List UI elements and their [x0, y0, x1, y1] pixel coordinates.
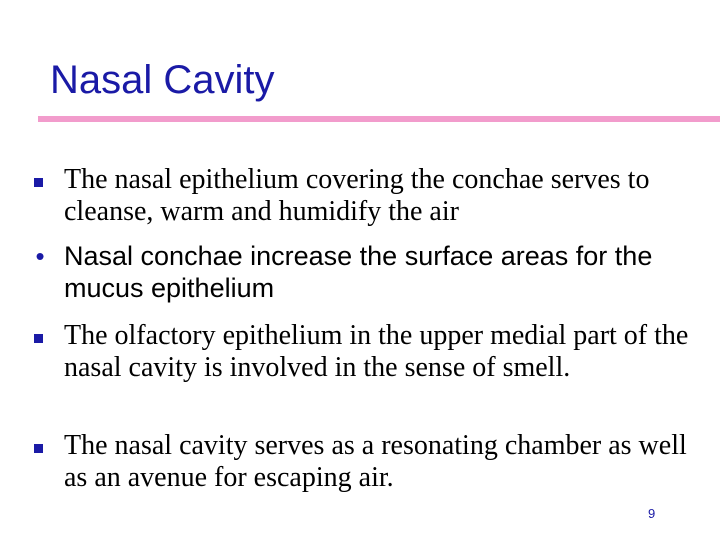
square-bullet-icon	[28, 444, 52, 453]
bullet-text: The olfactory epithelium in the upper medial part of the nasal cavity is involved in the sense of smell.	[64, 320, 689, 383]
dot-bullet-icon: •	[35, 241, 45, 271]
slide-title: Nasal Cavity	[50, 58, 275, 102]
square-bullet-icon	[28, 178, 52, 187]
square-bullet-icon	[28, 334, 52, 343]
bullet-text: The nasal cavity serves as a resonating chamber as well as an avenue for escaping air.	[64, 430, 687, 493]
bullet-text: The nasal epithelium covering the conchae serves to cleanse, warm and humidify the air	[64, 164, 650, 227]
bullet-text: Nasal conchae increase the surface areas for the mucus epithelium	[64, 241, 653, 303]
page-number: 9	[648, 506, 656, 521]
